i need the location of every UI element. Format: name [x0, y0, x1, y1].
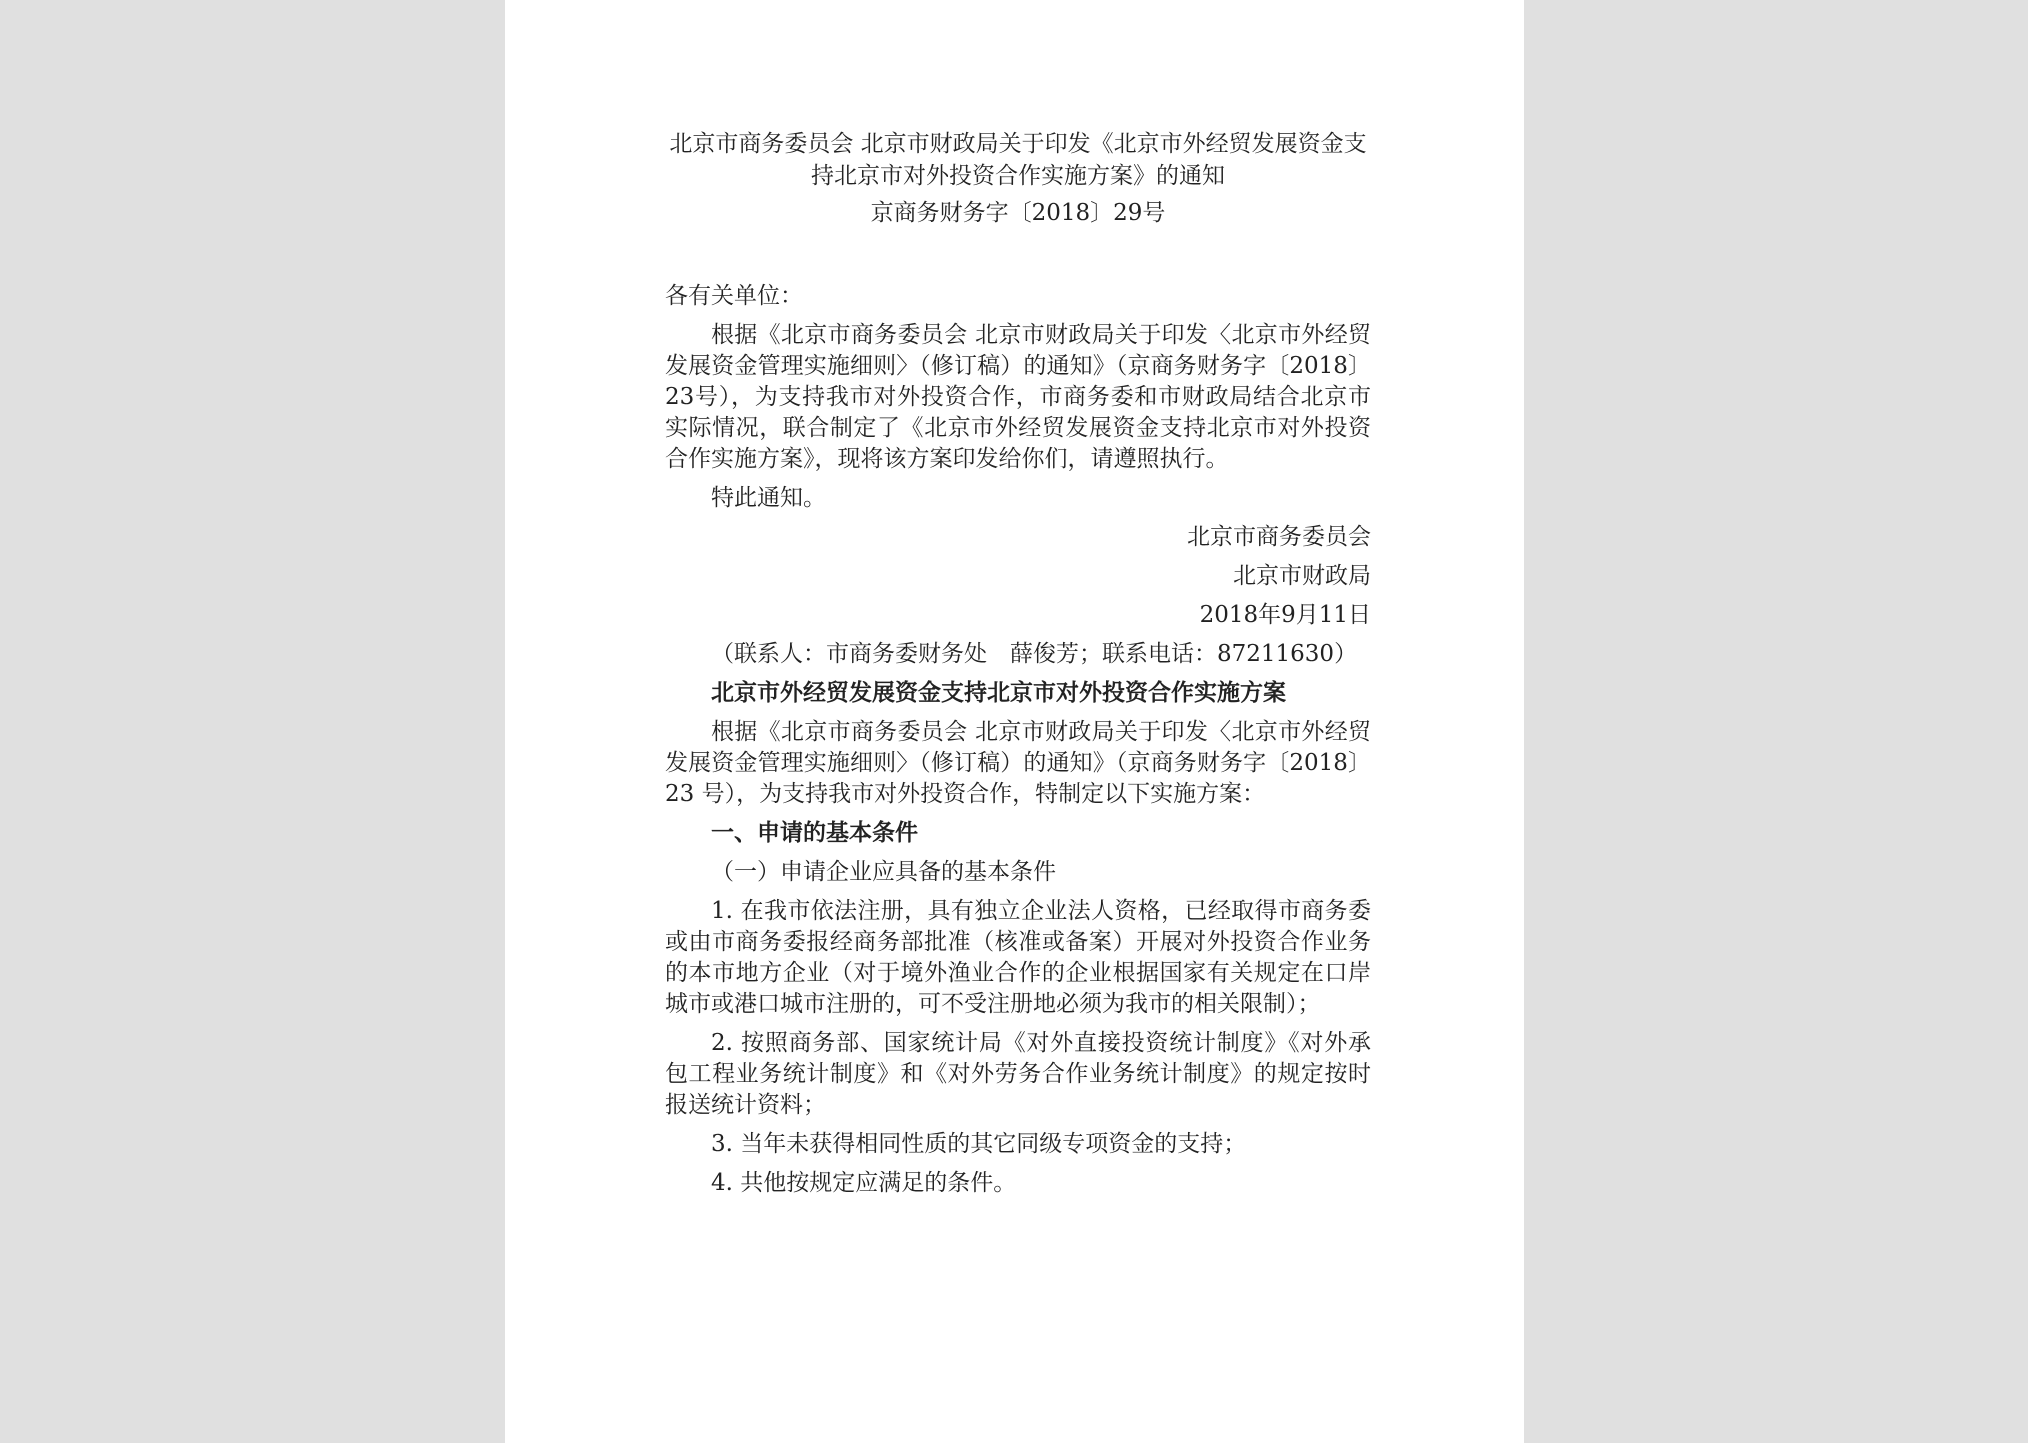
contact-info: （联系人：市商务委财务处 薛俊芳；联系电话：87211630） [711, 641, 1358, 667]
plan-title: 北京市外经贸发展资金支持北京市对外投资合作实施方案 [711, 680, 1286, 706]
salutation: 各有关单位： [665, 283, 803, 309]
section-heading-basic-conditions: 一、申请的基本条件 [711, 820, 918, 846]
signatory-finance-bureau: 北京市财政局 [1233, 563, 1371, 589]
condition-item: 2. 按照商务部、国家统计局《对外直接投资统计制度》《对外承包工程业务统计制度》和《对外劳务合作业务统计制度》的规定按时报送统计资料； [665, 1030, 1371, 1118]
signatory-commerce-commission: 北京市商务委员会 [1187, 524, 1371, 550]
plan-intro-paragraph: 根据《北京市商务委员会 北京市财政局关于印发〈北京市外经贸发展资金管理实施细则〉（修订稿）的通知》（京商务财务字〔2018〕23 号），为支持我市对外投资合作，特制定以下实施方案： [665, 719, 1371, 807]
notice-body-paragraph: 根据《北京市商务委员会 北京市财政局关于印发〈北京市外经贸发展资金管理实施细则〉（修订稿）的通知》（京商务财务字〔2018〕23号），为支持我市对外投资合作，市商务委和市财政局结合北京市实际情况，联合制定了《北京市外经贸发展资金支持北京市对外投资合作实施方案》，现将该方案印发给你们，请遵照执行。 [665, 322, 1371, 472]
document-content [665, 128, 1371, 1199]
subsection-heading-enterprise-conditions: （一）申请企业应具备的基本条件 [711, 859, 1056, 885]
condition-item: 1. 在我市依法注册，具有独立企业法人资格，已经取得市商务委或由市商务委报经商务部批准（核准或备案）开展对外投资合作业务的本市地方企业（对于境外渔业合作的企业根据国家有关规定在口岸城市或港口城市注册的，可不受注册地必须为我市的相关限制）； [665, 898, 1371, 1017]
condition-item: 4. 共他按规定应满足的条件。 [711, 1170, 1017, 1196]
notice-title: 北京市商务委员会 北京市财政局关于印发《北京市外经贸发展资金支持北京市对外投资合作实施方案》的通知 [669, 131, 1367, 189]
closing-line: 特此通知。 [711, 485, 826, 511]
condition-item: 3. 当年未获得相同性质的其它同级专项资金的支持； [711, 1131, 1247, 1157]
document-number: 京商务财务字〔2018〕29号 [870, 200, 1166, 226]
issue-date: 2018年9月11日 [1199, 602, 1371, 628]
document-page [505, 0, 1524, 1443]
